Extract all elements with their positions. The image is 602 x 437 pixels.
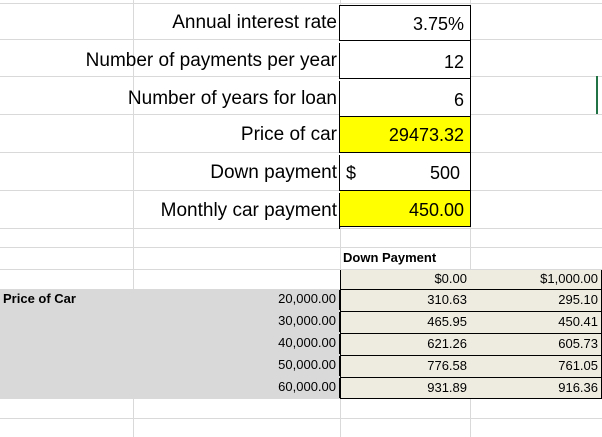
result-cell[interactable]: 931.89 (340, 377, 471, 399)
price-cell: 40,000.00 (200, 334, 340, 354)
cell-annual-interest-rate[interactable]: 3.75% (340, 5, 471, 41)
result-cell[interactable]: 916.36 (470, 377, 602, 399)
cell-down-payment[interactable]: 500 (340, 153, 471, 191)
cell-years-for-loan[interactable]: 6 (340, 79, 471, 117)
gridline-row (0, 3, 602, 4)
column-header: $0.00 (340, 270, 471, 289)
label-down-payment: Down payment (0, 155, 340, 191)
result-cell[interactable]: 295.10 (470, 289, 602, 311)
row-header-price-of-car: Price of Car (3, 291, 76, 306)
label-years-for-loan: Number of years for loan (0, 81, 340, 117)
result-cell[interactable]: 310.63 (340, 289, 471, 311)
label-monthly-car-payment: Monthly car payment (0, 193, 340, 229)
result-cell[interactable]: 776.58 (340, 355, 471, 377)
result-cell[interactable]: 450.41 (470, 311, 602, 333)
cell-payments-per-year[interactable]: 12 (340, 41, 471, 79)
column-header: $1,000.00 (470, 270, 602, 289)
result-cell[interactable]: 465.95 (340, 311, 471, 333)
label-annual-interest-rate: Annual interest rate (0, 5, 340, 41)
result-cell[interactable]: 761.05 (470, 355, 602, 377)
cell-price-of-car[interactable]: 29473.32 (340, 117, 471, 153)
price-cell: 50,000.00 (200, 356, 340, 376)
active-cell-border (596, 76, 598, 114)
label-payments-per-year: Number of payments per year (0, 43, 340, 79)
cell-monthly-car-payment[interactable]: 450.00 (340, 191, 471, 227)
gridline-row (0, 247, 602, 248)
table-header-down-payment: Down Payment (343, 250, 437, 265)
result-cell[interactable]: 621.26 (340, 333, 471, 355)
label-price-of-car: Price of car (0, 117, 340, 153)
price-cell: 30,000.00 (200, 312, 340, 332)
currency-symbol: $ (346, 163, 357, 183)
price-cell: 60,000.00 (200, 378, 340, 398)
gridline-row (0, 418, 602, 419)
price-cell: 20,000.00 (200, 290, 340, 310)
result-cell[interactable]: 605.73 (470, 333, 602, 355)
